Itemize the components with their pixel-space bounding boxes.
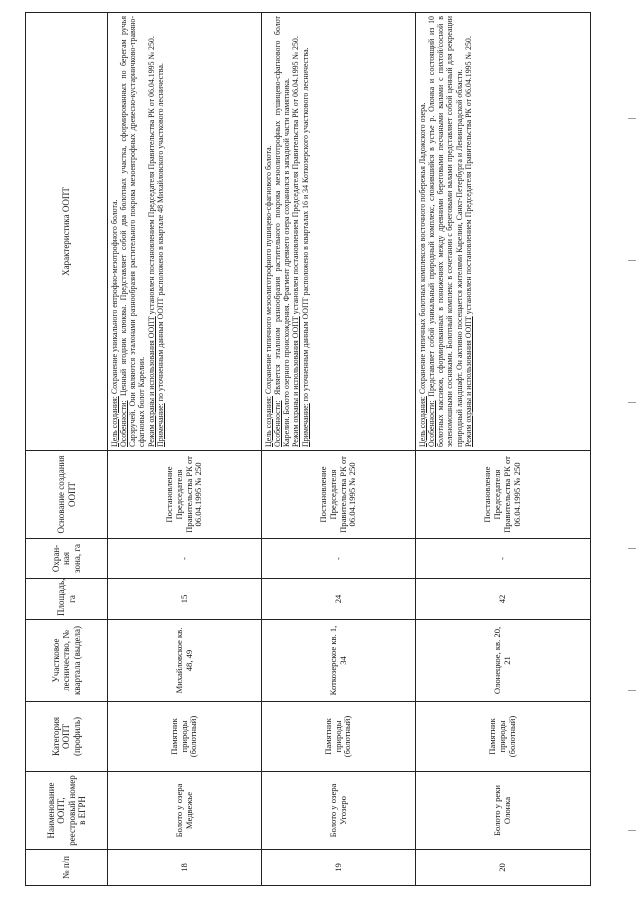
goal-text: Сохранение типичных болотных комплексов восточного побережья Ладожского озера.	[418, 102, 427, 397]
header-num: № п/п	[26, 850, 108, 886]
features-paragraph	[273, 16, 291, 447]
row-basis: Постановление Председателя Правительства РК от 06.04.1995 № 250	[108, 451, 262, 539]
rotated-table-wrapper	[25, 13, 590, 886]
header-buffer-zone: Охран-ная зона, га	[26, 539, 108, 579]
row-description	[416, 13, 591, 451]
regime-text: установлен постановлением Председателя Правительства РК от 06.04.1995 № 250.	[463, 36, 473, 317]
goal-paragraph	[264, 16, 273, 447]
table-row	[262, 13, 416, 886]
protected-areas-table	[25, 12, 591, 886]
goal-label: Цель создания:	[418, 396, 427, 447]
goal-label: Цель создания:	[264, 396, 273, 447]
note-paragraph	[301, 16, 310, 447]
regime-paragraph	[464, 16, 473, 447]
row-forestry: Михайловское кв. 48, 49	[108, 620, 262, 702]
features-text: Ценный ягодник клюквы. Представляет собой два болотных участка, сформированных по берегам ручья Сарзручей. Они являются эталонами разнообразия растительного покрова мезоевтрофных древесно-кустарничково-травяно-сфагновых болот Карелии.	[119, 16, 147, 447]
goal-text: Сохранение типичного мезоолиготрофного пушицево-сфагнового болота.	[264, 145, 273, 397]
scan-edge-mark	[628, 118, 636, 119]
features-label: Особенности:	[427, 400, 437, 447]
row-description	[108, 13, 262, 451]
features-text: Является эталоном разнообразия растительного покрова мезоолиготрофных пушицево-сфагнового болот Карелии. Болото озерного происхождения. Фрагмент древнего озера сохранился в западной части памятника.	[273, 16, 292, 447]
note-label: Примечание:	[300, 403, 310, 447]
row-area: 24	[262, 579, 416, 620]
row-buffer-zone: -	[262, 539, 416, 579]
features-paragraph	[427, 16, 464, 447]
features-label: Особенности:	[273, 400, 283, 447]
note-text: по уточненным данным ООПТ расположено в квартале 48 Михайловского участкового лесничества.	[155, 63, 165, 404]
row-basis: Постановление Председателя Правительства РК от 06.04.1995 № 250	[416, 451, 591, 539]
regime-paragraph	[291, 16, 300, 447]
scan-edge-mark	[628, 548, 636, 549]
table-row	[108, 13, 262, 886]
note-text: по уточненным данным ООПТ расположено в кварталах 16 и 34 Коткозерского участкового лесничества.	[300, 47, 310, 404]
row-category: Памятник природы (болотный)	[262, 702, 416, 772]
row-category: Памятник природы (болотный)	[416, 702, 591, 772]
row-num: 20	[416, 850, 591, 886]
regime-label: Режим охраны и использования ООПТ	[463, 316, 473, 447]
header-name: Наименование ООПТ, реестровый номер в ЕГРН	[26, 772, 108, 850]
regime-paragraph	[147, 16, 156, 447]
header-description: Характеристика ООПТ	[26, 13, 108, 451]
goal-text: Сохранение уникального евтрофно-мезотрофного болота.	[110, 199, 119, 397]
header-category: Категория ООПТ (профиль)	[26, 702, 108, 772]
regime-text: установлен постановлением Председателя Правительства РК от 06.04.1995 № 250.	[291, 36, 301, 317]
features-label: Особенности:	[119, 400, 129, 447]
row-buffer-zone: -	[108, 539, 262, 579]
row-buffer-zone: -	[416, 539, 591, 579]
note-label: Примечание:	[155, 403, 165, 447]
regime-label: Режим охраны и использования ООПТ	[291, 316, 301, 447]
row-area: 15	[108, 579, 262, 620]
note-paragraph	[156, 16, 165, 447]
row-area: 42	[416, 579, 591, 620]
scan-edge-mark	[628, 830, 636, 831]
row-basis: Постановление Председателя Правительства РК от 06.04.1995 № 250	[262, 451, 416, 539]
table-header-row	[26, 13, 108, 886]
row-forestry: Коткозерское кв. 1, 34	[262, 620, 416, 702]
row-name: Болото у озера Медвежье	[108, 772, 262, 850]
goal-label: Цель создания:	[110, 396, 119, 447]
features-text: Представляет собой уникальный природный комплекс, сложившийся в устье р. Олонка и состоящий из 10 болотных массивов, сформированных в понижениях между древними береговыми песчаными валами с пихтой/сосной в зеленомошными сосняками. Болотный комплекс в сочетании с береговыми валами представляет собой ценный для рекреации природный ландшафт. Он активно посещается жителями Карелии, Санкт-Петербурга и Ленинградской области.	[427, 16, 464, 447]
table-row	[416, 13, 591, 886]
regime-text: установлен постановлением Председателя Правительства РК от 06.04.1995 № 250.	[146, 36, 156, 317]
row-category: Памятник природы (болотный)	[108, 702, 262, 772]
row-description	[262, 13, 416, 451]
goal-paragraph	[418, 16, 427, 447]
scan-edge-mark	[628, 690, 636, 691]
scan-edge-mark	[628, 260, 636, 261]
row-num: 19	[262, 850, 416, 886]
features-paragraph	[119, 16, 146, 447]
header-area: Площадь, га	[26, 579, 108, 620]
regime-label: Режим охраны и использования ООПТ	[146, 316, 156, 447]
scan-edge-mark	[628, 402, 636, 403]
row-forestry: Олонецкое, кв. 20, 21	[416, 620, 591, 702]
row-name: Болото у реки Олонка	[416, 772, 591, 850]
header-basis: Основание создания ООПТ	[26, 451, 108, 539]
header-forestry: Участковое лесничество, № квартала (выдела)	[26, 620, 108, 702]
goal-paragraph	[110, 16, 119, 447]
row-num: 18	[108, 850, 262, 886]
row-name: Болото у озера Угозеро	[262, 772, 416, 850]
